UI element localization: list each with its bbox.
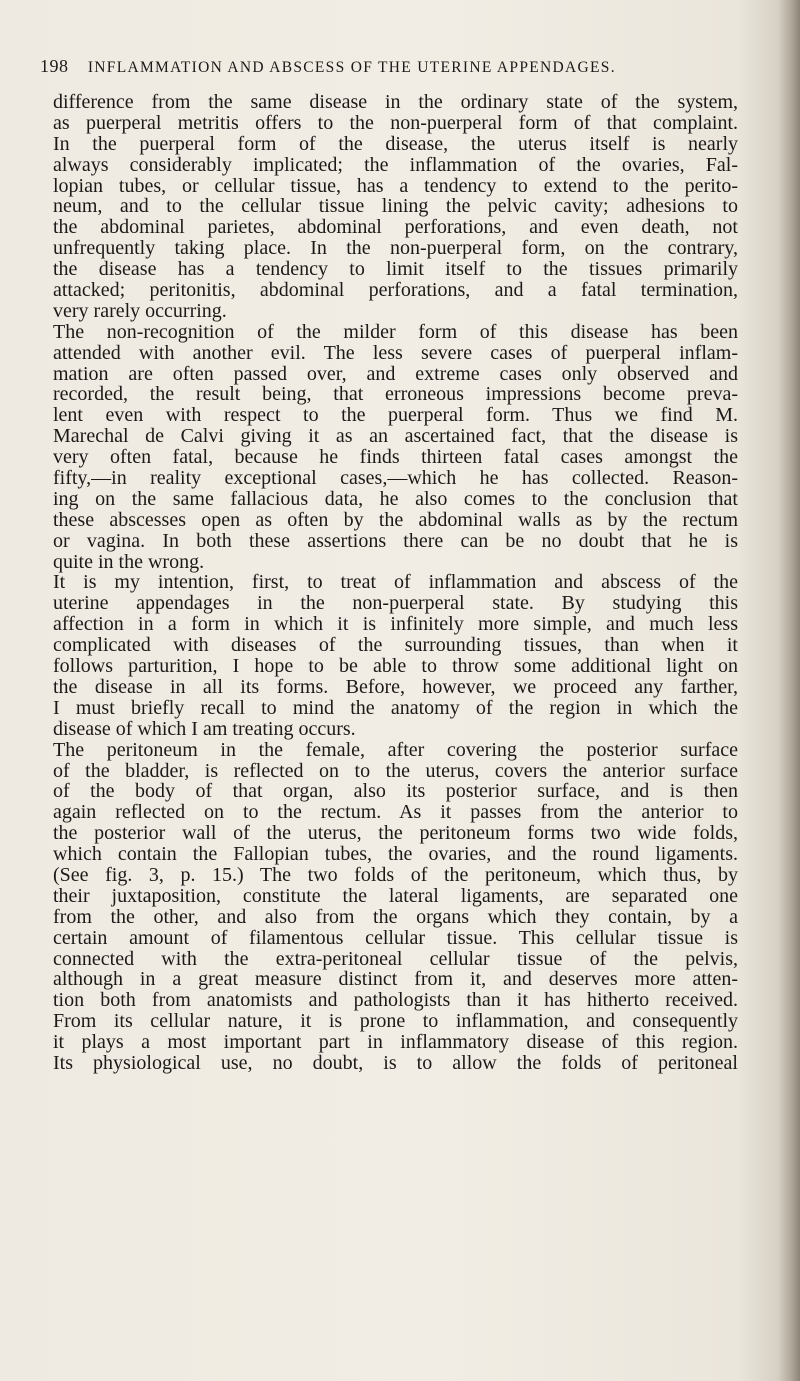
- text-line: although in a great measure distinct from it, and deserves more atten-: [53, 968, 738, 991]
- text-line: always considerably implicated; the inflammation of the ovaries, Fal-: [53, 153, 738, 176]
- body-text: [53, 92, 738, 1074]
- text-line: as puerperal metritis offers to the non-puerperal form of that complaint.: [53, 111, 738, 134]
- text-line: unfrequently taking place. In the non-puerperal form, on the contrary,: [53, 237, 738, 260]
- text-line: very rarely occurring.: [53, 299, 227, 322]
- text-line: affection in a form in which it is infinitely more simple, and much less: [53, 613, 738, 636]
- text-line: complicated with diseases of the surrounding tissues, than when it: [53, 634, 738, 657]
- text-line: The peritoneum in the female, after covering the posterior surface: [53, 738, 738, 761]
- text-line: uterine appendages in the non-puerperal state. By studying this: [53, 592, 738, 615]
- page-edge-shadow: [778, 0, 800, 1381]
- text-line: attended with another evil. The less severe cases of puerperal inflam-: [53, 341, 738, 364]
- text-line: the disease has a tendency to limit itself to the tissues primarily: [53, 258, 738, 281]
- text-line: Marechal de Calvi giving it as an ascertained fact, that the disease is: [53, 425, 738, 448]
- text-line: mation are often passed over, and extreme cases only observed and: [53, 362, 738, 385]
- text-line: neum, and to the cellular tissue lining the pelvic cavity; adhesions to: [53, 195, 738, 218]
- text-line: the posterior wall of the uterus, the peritoneum forms two wide folds,: [53, 822, 738, 845]
- text-line: disease of which I am treating occurs.: [53, 717, 356, 740]
- text-line: of the bladder, is reflected on to the uterus, covers the anterior surface: [53, 759, 738, 782]
- text-line: from the other, and also from the organs which they contain, by a: [53, 905, 738, 928]
- text-line: certain amount of filamentous cellular tissue. This cellular tissue is: [53, 926, 738, 949]
- text-line: In the puerperal form of the disease, the uterus itself is nearly: [53, 132, 738, 155]
- text-line: tion both from anatomists and pathologists than it has hitherto received.: [53, 989, 738, 1012]
- text-line: fifty,—in reality exceptional cases,—which he has collected. Reason-: [53, 467, 738, 490]
- text-line: Its physiological use, no doubt, is to allow the folds of peritoneal: [53, 1051, 738, 1074]
- text-line: It is my intention, first, to treat of inflammation and abscess of the: [53, 571, 738, 594]
- text-line: very often fatal, because he finds thirteen fatal cases amongst the: [53, 446, 738, 469]
- running-head: [40, 56, 740, 82]
- text-line: their juxtaposition, constitute the lateral ligaments, are separated one: [53, 884, 738, 907]
- text-line: lopian tubes, or cellular tissue, has a tendency to extend to the perito-: [53, 174, 738, 197]
- text-line: again reflected on to the rectum. As it passes from the anterior to: [53, 801, 738, 824]
- text-line: From its cellular nature, it is prone to inflammation, and consequently: [53, 1010, 738, 1033]
- text-line: lent even with respect to the puerperal form. Thus we find M.: [53, 404, 738, 427]
- text-line: follows parturition, I hope to be able to throw some additional light on: [53, 655, 738, 678]
- text-line: of the body of that organ, also its posterior surface, and is then: [53, 780, 738, 803]
- text-line: ing on the same fallacious data, he also comes to the conclusion that: [53, 487, 738, 510]
- text-line: The non-recognition of the milder form of this disease has been: [53, 320, 738, 343]
- text-line: it plays a most important part in inflammatory disease of this region.: [53, 1031, 738, 1054]
- text-line: the disease in all its forms. Before, however, we proceed any farther,: [53, 675, 738, 698]
- text-line: I must briefly recall to mind the anatomy of the region in which the: [53, 696, 738, 719]
- text-line: these abscesses open as often by the abdominal walls as by the rectum: [53, 508, 738, 531]
- page-number: 198: [40, 56, 69, 76]
- text-line: attacked; peritonitis, abdominal perforations, and a fatal termination,: [53, 279, 738, 302]
- text-line: quite in the wrong.: [53, 550, 205, 573]
- text-line: recorded, the result being, that erroneous impressions become preva-: [53, 383, 738, 406]
- text-line: (See fig. 3, p. 15.) The two folds of the peritoneum, which thus, by: [53, 863, 738, 886]
- text-line: which contain the Fallopian tubes, the ovaries, and the round ligaments.: [53, 843, 738, 866]
- text-line: the abdominal parietes, abdominal perforations, and even death, not: [53, 216, 738, 239]
- text-line: difference from the same disease in the ordinary state of the system,: [53, 91, 738, 113]
- text-line: or vagina. In both these assertions there can be no doubt that he is: [53, 529, 738, 552]
- text-line: connected with the extra-peritoneal cellular tissue of the pelvis,: [53, 947, 738, 970]
- running-title: INFLAMMATION AND ABSCESS OF THE UTERINE APPENDAGES.: [87, 59, 616, 76]
